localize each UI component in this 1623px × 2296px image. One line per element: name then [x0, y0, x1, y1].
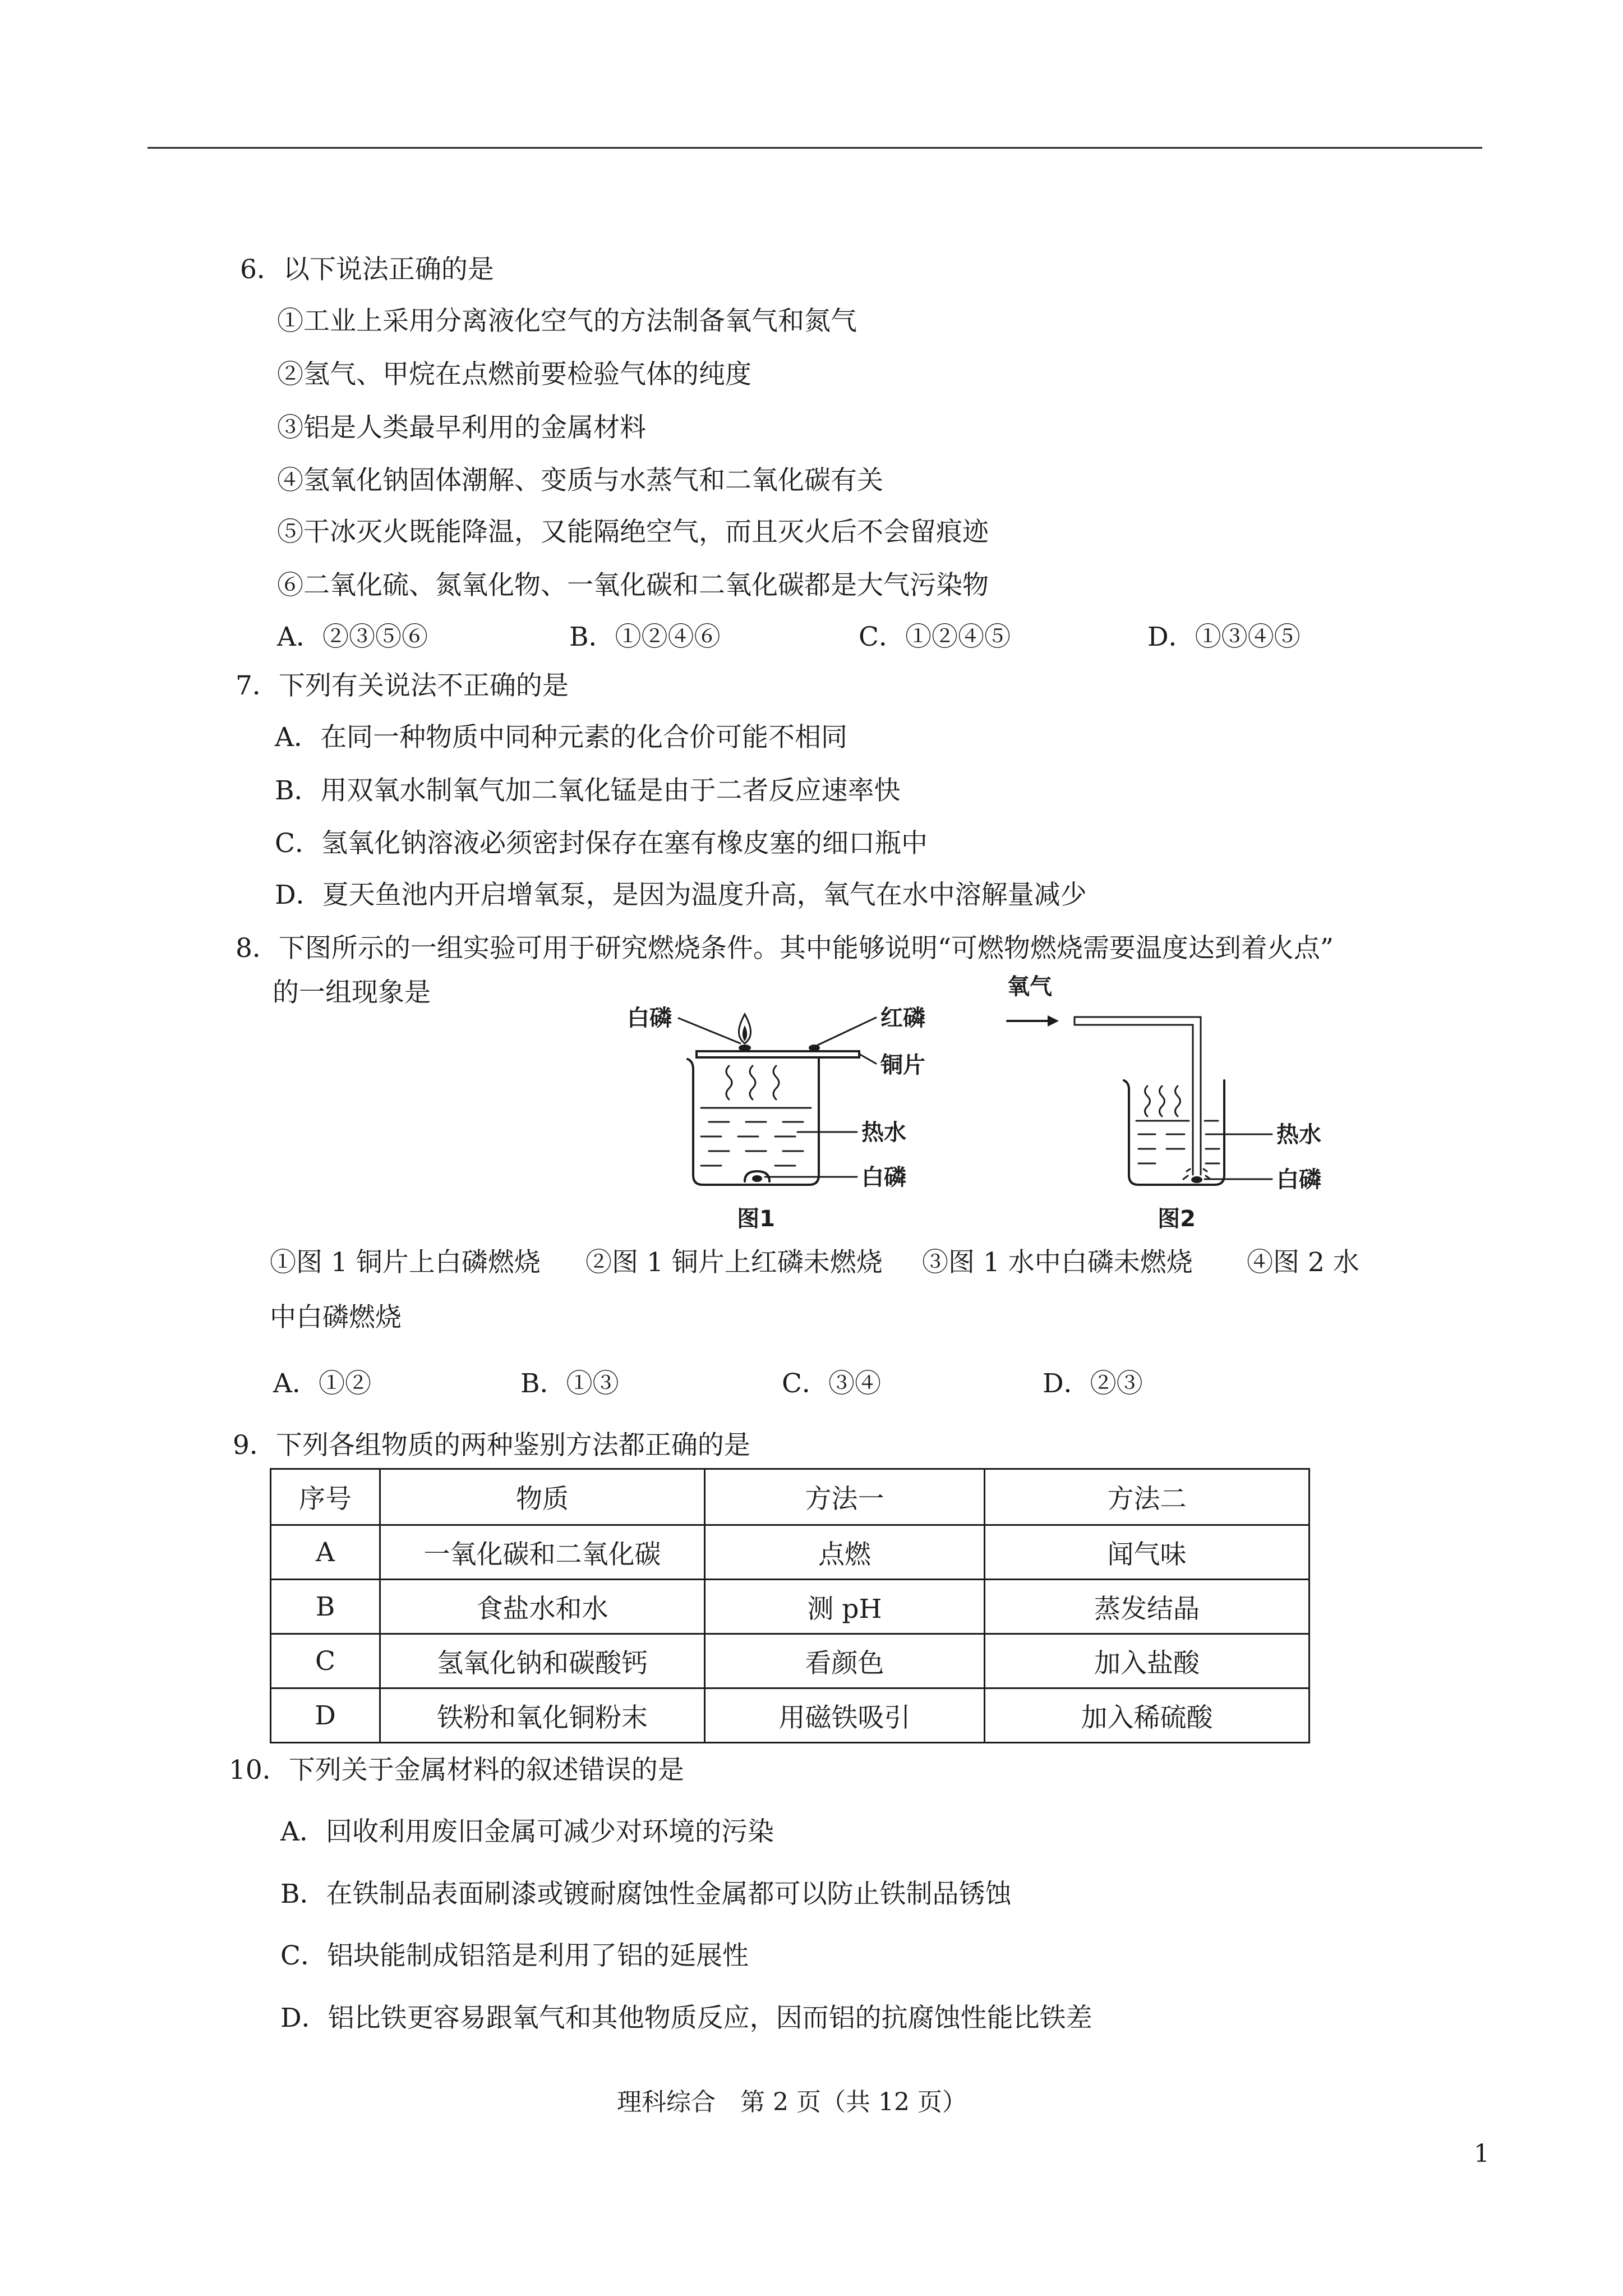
hot-water [701, 1108, 811, 1166]
table-cell: A [271, 1525, 380, 1580]
question-6-statement: ④氢氧化钠固体潮解、变质与水蒸气和二氧化碳有关 [277, 465, 883, 496]
question-8-statement: ①图 1 铜片上白磷燃烧 [270, 1247, 541, 1278]
table-cell: 闻气味 [985, 1525, 1310, 1580]
table-cell: C [271, 1634, 380, 1688]
table-cell: 加入稀硫酸 [985, 1688, 1310, 1743]
label-hot-water: 热水 [861, 1120, 906, 1145]
page-footer: 理科综合 第 2 页（共 12 页） [617, 2088, 967, 2116]
question-7-option-b: B．用双氧水制氧气加二氧化锰是由于二者反应速率快 [275, 775, 901, 806]
label-red-phosphorus: 红磷 [880, 1005, 925, 1031]
table-row [271, 1525, 1310, 1580]
question-6-stem: 6．以下说法正确的是 [240, 254, 494, 285]
label-white-phosphorus-bottom: 白磷 [861, 1165, 906, 1190]
table-cell: 用磁铁吸引 [705, 1688, 985, 1743]
header-rule [147, 147, 1482, 149]
figure-1-caption: 图1 [737, 1206, 775, 1232]
table-cell: 铁粉和氧化铜粉末 [380, 1688, 705, 1743]
label-white-phosphorus-top: 白磷 [627, 1005, 672, 1031]
table-cell: D [271, 1688, 380, 1743]
oxygen-tube-inner [1075, 1025, 1193, 1175]
question-8-stem-continued: 的一组现象是 [273, 977, 431, 1008]
burning-white-phosphorus [1183, 1169, 1210, 1183]
table-header-row [271, 1469, 1310, 1525]
question-8-statement-continued: 中白磷燃烧 [270, 1302, 402, 1333]
question-8-option-d: D．②③ [1043, 1368, 1143, 1399]
figure-2 [1007, 974, 1321, 1232]
question-8-stem: 8．下图所示的一组实验可用于研究燃烧条件。其中能够说明“可燃物燃烧需要温度达到着火点” [236, 933, 1334, 964]
question-9-stem: 9．下列各组物质的两种鉴别方法都正确的是 [233, 1430, 750, 1461]
table-cell: 测 pH [705, 1580, 985, 1634]
table-cell: B [271, 1580, 380, 1634]
question-7-option-a: A．在同一种物质中同种元素的化合价可能不相同 [275, 722, 847, 753]
copper-plate [697, 1051, 859, 1057]
question-6-statement: ⑥二氧化硫、氮氧化物、一氧化碳和二氧化碳都是大气污染物 [277, 570, 989, 601]
question-7-stem: 7．下列有关说法不正确的是 [236, 670, 569, 701]
question-8-option-a: A．①② [273, 1368, 371, 1399]
question-6-option-a: A．②③⑤⑥ [277, 622, 428, 652]
steam-lines [726, 1066, 779, 1099]
question-6-statement: ⑤干冰灭火既能降温，又能隔绝空气，而且灭火后不会留痕迹 [277, 517, 989, 547]
header-method-one: 方法一 [705, 1469, 985, 1525]
question-6-statement: ②氢气、甲烷在点燃前要检验气体的纯度 [277, 359, 751, 390]
hot-water [1136, 1121, 1219, 1163]
question-8-option-b: B．①③ [520, 1368, 619, 1399]
header-method-two: 方法二 [985, 1469, 1310, 1525]
table-cell: 点燃 [705, 1525, 985, 1580]
arrow-head-icon [1048, 1015, 1059, 1027]
label-copper-plate: 铜片 [880, 1052, 925, 1078]
table-cell: 加入盐酸 [985, 1634, 1310, 1688]
leader-line [860, 1055, 876, 1064]
question-10-option-b: B．在铁制品表面刷漆或镀耐腐蚀性金属都可以防止铁制品锈蚀 [280, 1879, 1012, 1910]
table-cell: 食盐水和水 [380, 1580, 705, 1634]
question-6-option-c: C．①②④⑤ [859, 622, 1011, 652]
table-cell: 氢氧化钠和碳酸钙 [380, 1634, 705, 1688]
table-row [271, 1634, 1310, 1688]
figure-2-caption: 图2 [1158, 1206, 1196, 1232]
question-8-statement: ②图 1 铜片上红磷未燃烧 [585, 1247, 883, 1278]
identification-methods-table [270, 1468, 1310, 1743]
label-oxygen: 氧气 [1007, 974, 1052, 1000]
table-cell: 一氧化碳和二氧化碳 [380, 1525, 705, 1580]
beaker-2 [1124, 1080, 1224, 1185]
header-number: 序号 [271, 1469, 380, 1525]
question-8-statement: ③图 1 水中白磷未燃烧 [922, 1247, 1193, 1278]
steam-lines [1145, 1086, 1181, 1116]
figure-1 [627, 1005, 925, 1232]
question-7-option-d: D．夏天鱼池内开启增氧泵，是因为温度升高，氧气在水中溶解量减少 [275, 880, 1087, 910]
leader-line [679, 1018, 740, 1043]
question-6-statement: ③铝是人类最早利用的金属材料 [277, 412, 646, 443]
table-row [271, 1688, 1310, 1743]
question-10-option-a: A．回收利用废旧金属可减少对环境的污染 [280, 1816, 774, 1847]
question-8-statement: ④图 2 水 [1247, 1247, 1359, 1278]
question-10-option-c: C．铝块能制成铝箔是利用了铝的延展性 [280, 1940, 749, 1971]
white-phosphorus-on-plate [739, 1045, 751, 1051]
question-6-option-d: D．①③④⑤ [1147, 622, 1301, 652]
white-phosphorus-in-water [752, 1175, 762, 1182]
question-7-option-c: C．氢氧化钠溶液必须密封保存在塞有橡皮塞的细口瓶中 [275, 828, 928, 859]
label-white-phosphorus: 白磷 [1276, 1167, 1321, 1193]
question-8-option-c: C．③④ [782, 1368, 881, 1399]
question-6-option-b: B．①②④⑥ [569, 622, 721, 652]
combustion-experiment-diagram [589, 954, 1402, 1245]
oxygen-tube-outer [1075, 1017, 1201, 1175]
header-substances: 物质 [380, 1469, 705, 1525]
question-6-statement: ①工业上采用分离液化空气的方法制备氧气和氮气 [277, 306, 857, 337]
label-hot-water: 热水 [1276, 1122, 1321, 1148]
leader-line [818, 1018, 876, 1045]
page-number: 1 [1474, 2139, 1490, 2168]
question-10-option-d: D．铝比铁更容易跟氧气和其他物质反应，因而铝的抗腐蚀性能比铁差 [280, 2003, 1092, 2033]
question-10-stem: 10．下列关于金属材料的叙述错误的是 [229, 1755, 684, 1786]
table-row [271, 1580, 1310, 1634]
table-cell: 蒸发结晶 [985, 1580, 1310, 1634]
table-cell: 看颜色 [705, 1634, 985, 1688]
